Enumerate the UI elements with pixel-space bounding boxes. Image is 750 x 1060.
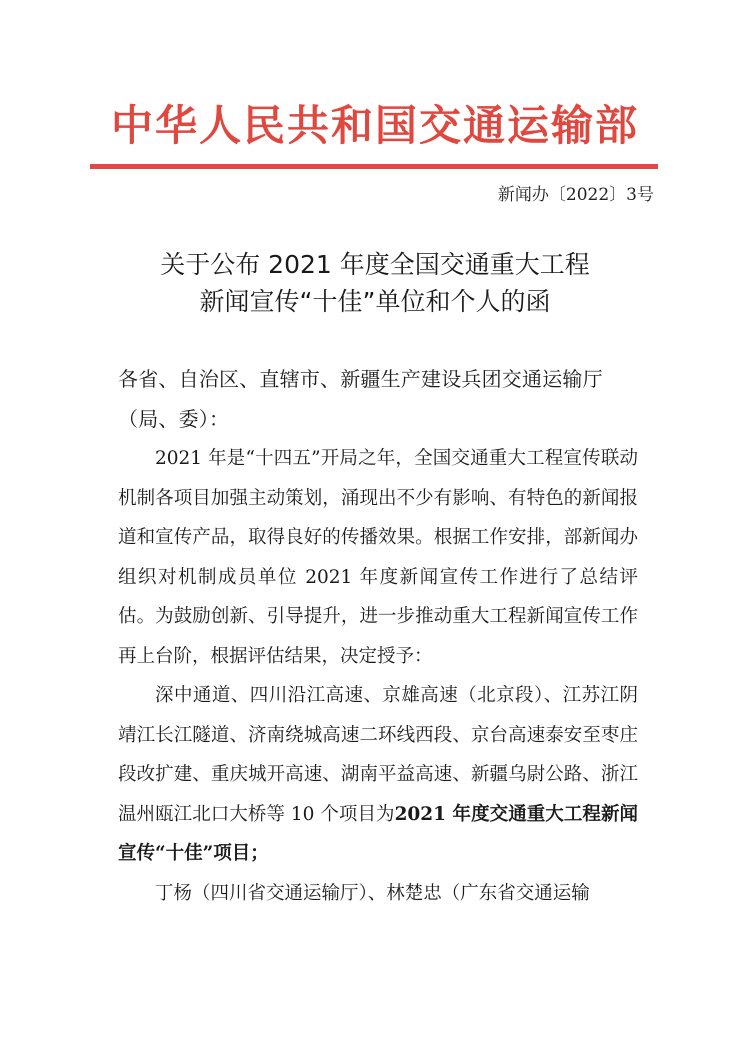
salutation: 各省、自治区、直辖市、新疆生产建设兵团交通运输厅（局、委）： [118,367,603,431]
title-line-1: 关于公布 2021 年度全国交通重大工程 [160,250,590,279]
document-body [118,360,638,913]
paragraph-1: 2021 年是“十四五”开局之年，全国交通重大工程宣传联动机制各项目加强主动策划，涌现出不少有影响、有特色的新闻报道和宣传产品，取得良好的传播效果。根据工作安排，部新闻办组织对机制成员单位 2021 年度新闻宣传工作进行了总结评估。为鼓励创新、引导提升，进一步推动重大工程新闻宣传工作再上台阶，根据评估结果，决定授予： [118,448,638,667]
paragraph-2 [118,676,638,874]
paragraph-2-bold-text: 2021 年度交通重大工程新闻宣传“十佳”项目； [118,803,638,864]
paragraph-2-text: 深中通道、四川沿江高速、京雄高速（北京段）、江苏江阴靖江长江隧道、济南绕城高速二环线西段、京台高速泰安至枣庄段改扩建、重庆城开高速、湖南平益高速、新疆乌尉公路、浙江温州瓯江北口大桥等 10 个项目为 [118,685,638,825]
paragraph-3: 丁杨（四川省交通运输厅）、林楚忠（广东省交通运输 [155,882,590,904]
document-title [90,246,660,320]
title-line-2: 新闻宣传“十佳”单位和个人的函 [199,287,551,316]
agency-masthead: 中华人民共和国交通运输部 [110,101,639,150]
red-separator-line [90,164,658,169]
document-number: 新闻办〔2022〕3号 [497,185,654,205]
